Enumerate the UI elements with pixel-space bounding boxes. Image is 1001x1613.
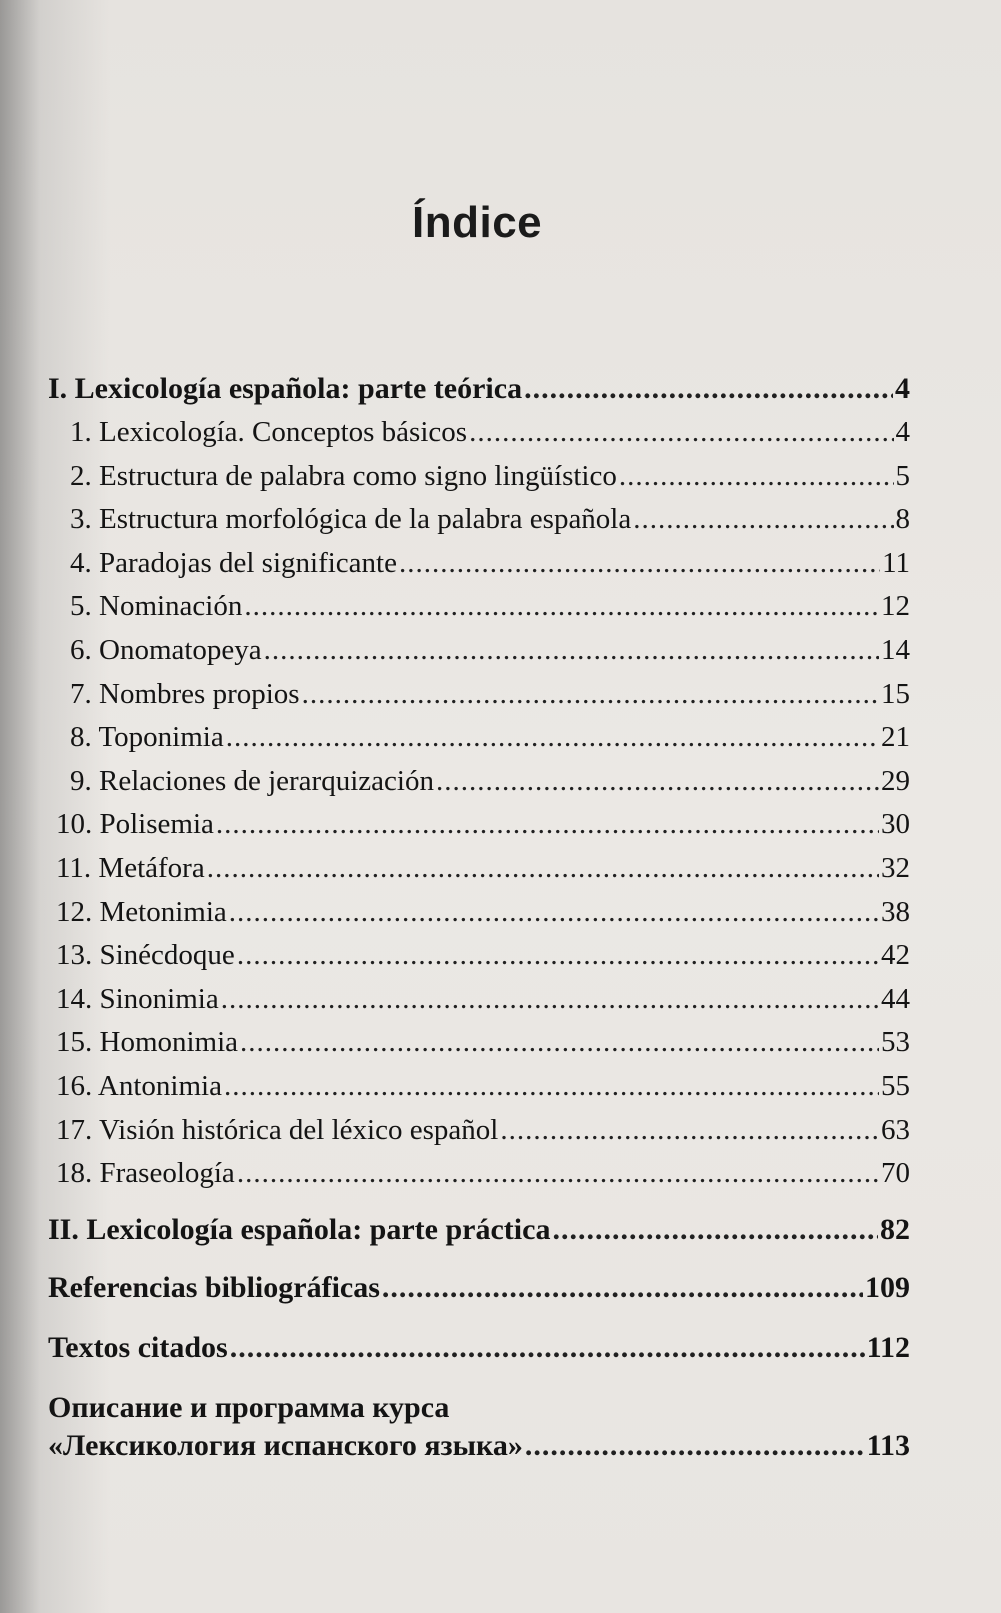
toc-chapter[interactable] (48, 460, 910, 504)
toc-chapter[interactable] (48, 721, 910, 765)
toc-chapter[interactable] (48, 852, 910, 896)
leader-dots (399, 547, 880, 580)
leader-dots (633, 503, 893, 536)
toc-chapter[interactable] (48, 808, 910, 852)
toc-page-number: 44 (881, 982, 910, 1015)
toc-entry-label-line2: «Лексикология испанского языка» (48, 1428, 523, 1462)
toc-chapter[interactable] (48, 765, 910, 809)
toc-page-number: 29 (881, 764, 910, 797)
toc-entry-label: Referencias bibliográficas (48, 1270, 380, 1304)
toc-entry-label: 4. Paradojas del significante (70, 546, 397, 579)
toc-page-number: 42 (881, 939, 910, 972)
toc-page-number: 55 (881, 1069, 910, 1102)
leader-dots (524, 372, 893, 406)
toc-page-number: 112 (866, 1330, 910, 1364)
toc-entry-label: 12. Metonimia (56, 895, 227, 928)
toc-page-number: 15 (881, 677, 910, 710)
toc-chapter[interactable] (48, 416, 910, 460)
toc-page-number: 12 (881, 590, 910, 623)
toc-part-2[interactable] (48, 1213, 910, 1271)
toc-part-1[interactable] (48, 372, 910, 416)
toc-entry-label: 11. Metáfora (56, 851, 205, 884)
toc-chapter[interactable] (48, 1070, 910, 1114)
leader-dots (619, 460, 894, 493)
toc-chapter[interactable] (48, 983, 910, 1027)
toc-entry-label: II. Lexicología española: parte práctica (48, 1212, 551, 1246)
toc-entry-label: 15. Homonimia (56, 1026, 239, 1059)
toc-entry-label: 9. Relaciones de jerarquización (70, 764, 434, 797)
leader-dots (224, 1070, 879, 1103)
leader-dots (230, 1331, 865, 1365)
toc-entry-label: 16. Antonimia (56, 1069, 222, 1102)
leader-dots (207, 852, 879, 885)
toc-page-number: 4 (895, 416, 910, 448)
toc-entry-label: 1. Lexicología. Conceptos básicos (70, 416, 468, 448)
leader-dots (237, 939, 879, 972)
toc-cited-texts[interactable] (48, 1331, 910, 1389)
toc-entry-label: 10. Polisemia (56, 808, 214, 841)
toc-page-number: 5 (895, 459, 910, 492)
toc-entry-label: 7. Nombres propios (70, 677, 300, 710)
toc-entry-label: Textos citados (48, 1330, 228, 1364)
toc-chapter[interactable] (48, 1026, 910, 1070)
toc-page-number: 63 (881, 1113, 910, 1146)
page-title: Índice (412, 198, 543, 247)
toc-entry-label: 2. Estructura de palabra como signo lingüístico (70, 459, 617, 492)
leader-dots (302, 678, 879, 711)
leader-dots (469, 416, 893, 449)
toc-page-number: 38 (881, 895, 910, 928)
toc-chapter[interactable] (48, 896, 910, 940)
toc-page-number: 8 (895, 503, 910, 536)
toc-entry-label: 18. Fraseología (56, 1157, 235, 1190)
leader-dots (240, 1026, 879, 1059)
toc-entry-label: 13. Sinécdoque (56, 939, 235, 972)
toc-page-number: 113 (866, 1428, 910, 1462)
toc-chapter[interactable] (48, 547, 910, 591)
toc-page-number: 30 (881, 808, 910, 841)
leader-dots (436, 765, 879, 798)
toc-chapter[interactable] (48, 1157, 910, 1201)
leader-dots (216, 808, 879, 841)
leader-dots (382, 1271, 863, 1305)
leader-dots (525, 1427, 865, 1465)
toc-page-number: 32 (881, 851, 910, 884)
toc-page-number: 14 (881, 633, 910, 666)
leader-dots (229, 896, 879, 929)
toc-page-number: 53 (881, 1026, 910, 1059)
toc-chapter[interactable] (48, 590, 910, 634)
leader-dots (237, 1157, 879, 1190)
leader-dots (500, 1114, 879, 1147)
toc-course-description[interactable] (48, 1389, 910, 1467)
toc-chapter[interactable] (48, 503, 910, 547)
toc-page-number: 82 (880, 1212, 910, 1246)
toc-page-number: 4 (895, 372, 910, 405)
leader-dots (226, 721, 879, 754)
toc-entry-label: 3. Estructura morfológica de la palabra española (70, 503, 632, 536)
toc-entry-label: 6. Onomatopeya (70, 633, 262, 666)
toc-entry-label: 5. Nominación (70, 590, 243, 623)
leader-dots (264, 634, 879, 667)
toc-entry-label-line1: Описание и программа курса (48, 1390, 450, 1424)
toc-entry-label: 17. Visión histórica del léxico español (56, 1113, 499, 1146)
toc-chapter[interactable] (48, 1114, 910, 1158)
toc-chapter[interactable] (48, 678, 910, 722)
toc-entry-label: 8. Toponimia (70, 721, 224, 754)
toc-page-number: 109 (865, 1270, 910, 1304)
toc-page-number: 11 (882, 546, 910, 579)
leader-dots (244, 590, 879, 623)
toc-page-number: 70 (881, 1157, 910, 1190)
leader-dots (221, 983, 879, 1016)
toc-references[interactable] (48, 1271, 910, 1331)
table-of-contents (48, 372, 910, 1467)
toc-entry-label: I. Lexicología española: parte teórica (48, 372, 523, 405)
toc-chapter[interactable] (48, 939, 910, 983)
leader-dots (552, 1213, 878, 1247)
toc-page-number: 21 (881, 721, 910, 754)
toc-chapter[interactable] (48, 634, 910, 678)
toc-entry-label: 14. Sinonimia (56, 982, 219, 1015)
